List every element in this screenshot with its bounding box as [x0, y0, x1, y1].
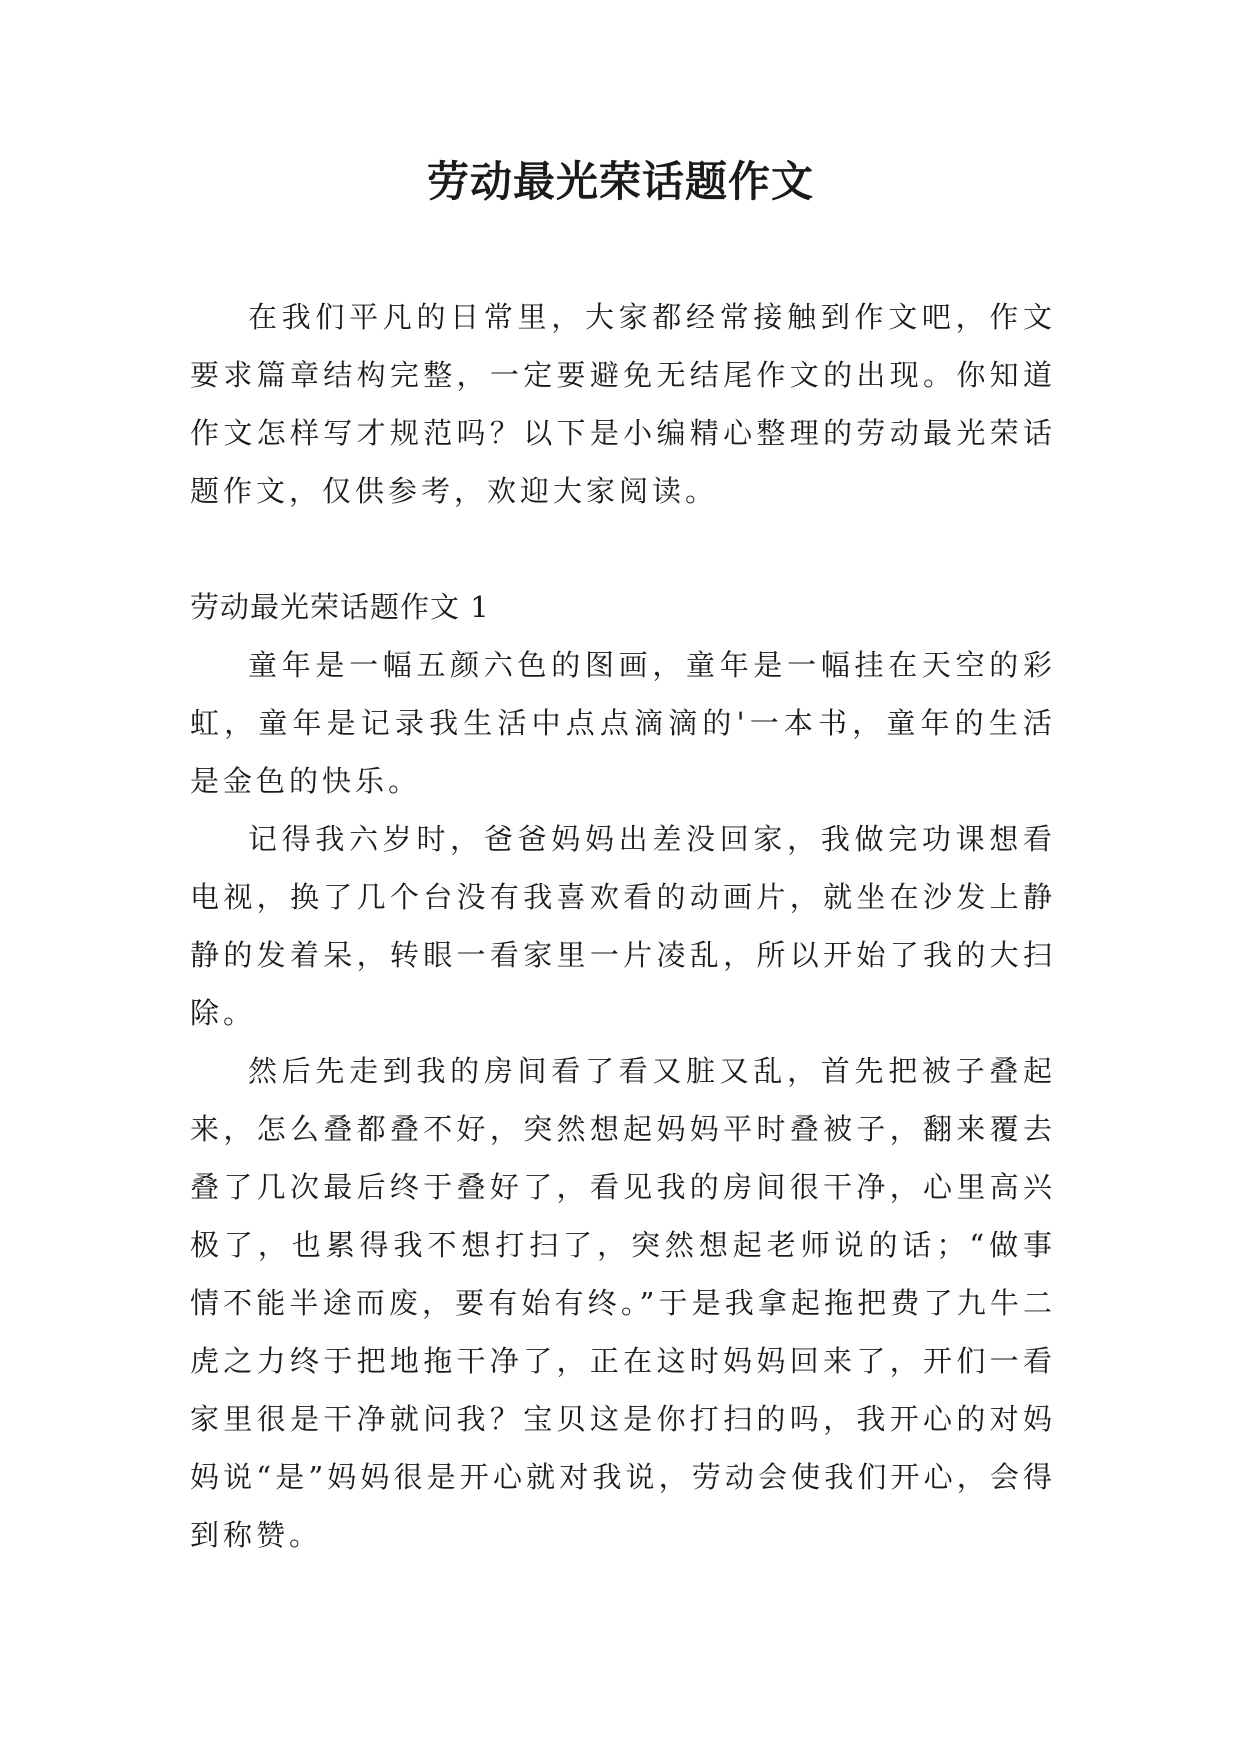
- section-title: 劳动最光荣话题作文 1: [190, 590, 490, 624]
- body-paragraph: 童年是一幅五颜六色的图画，童年是一幅挂在天空的彩虹，童年是记录我生活中点点滴滴的'一本书，童年的生活是金色的快乐。: [190, 648, 1056, 798]
- intro-paragraph: 在我们平凡的日常里，大家都经常接触到作文吧，作文要求篇章结构完整，一定要避免无结尾作文的出现。你知道作文怎样写才规范吗？以下是小编精心整理的劳动最光荣话题作文，仅供参考，欢迎大家阅读。: [190, 300, 1056, 508]
- document-title: 劳动最光荣话题作文: [426, 157, 814, 206]
- document-body: [190, 288, 1056, 1564]
- body-paragraph: 然后先走到我的房间看了看又脏又乱，首先把被子叠起来，怎么叠都叠不好，突然想起妈妈平时叠被子，翻来覆去叠了几次最后终于叠好了，看见我的房间很干净，心里高兴极了，也累得我不想打扫了，突然想起老师说的话；“做事情不能半途而废，要有始有终。”于是我拿起拖把费了九牛二虎之力终于把地拖干净了，正在这时妈妈回来了，开们一看家里很是干净就问我？宝贝这是你打扫的吗，我开心的对妈妈说“是”妈妈很是开心就对我说，劳动会使我们开心，会得到称赞。: [190, 1054, 1056, 1552]
- body-paragraph: 记得我六岁时，爸爸妈妈出差没回家，我做完功课想看电视，换了几个台没有我喜欢看的动画片，就坐在沙发上静静的发着呆，转眼一看家里一片凌乱，所以开始了我的大扫除。: [190, 822, 1056, 1030]
